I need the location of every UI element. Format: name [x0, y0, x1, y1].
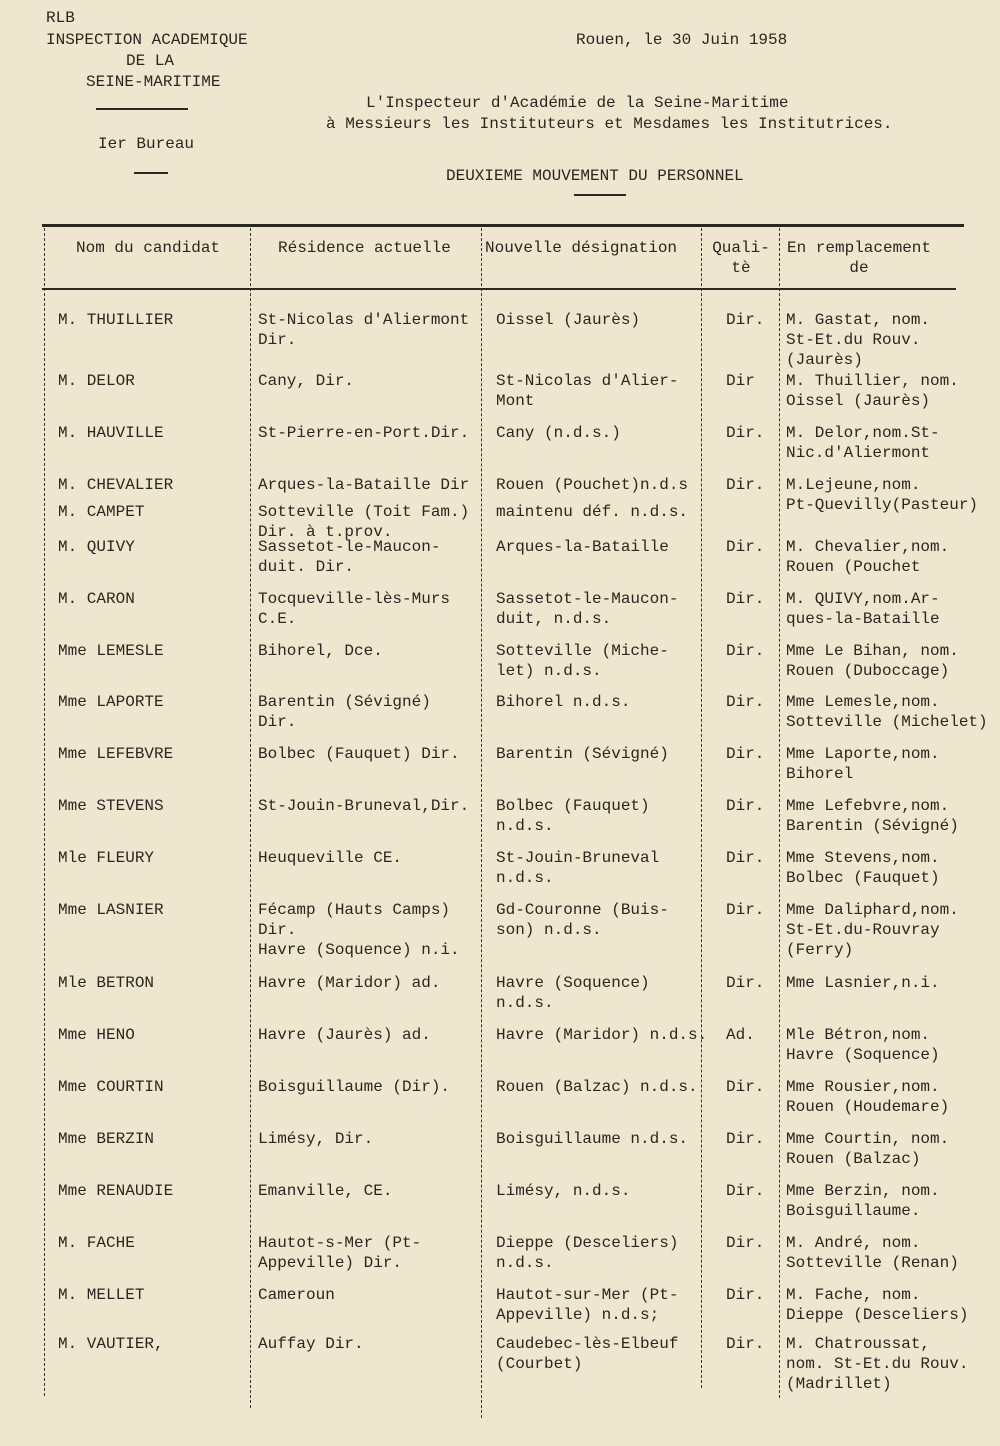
cell-designation: Havre (Soquence) n.d.s.: [496, 974, 650, 1012]
cell-residence: Limésy, Dir.: [258, 1130, 374, 1148]
cell-quality: Dir.: [726, 538, 765, 556]
cell-designation: Dieppe (Desceliers) n.d.s.: [496, 1234, 679, 1272]
column-divider-4: [779, 228, 781, 1398]
cell-replacement: M. Delor,nom.St- Nic.d'Aliermont: [786, 424, 940, 462]
cell-designation: St-Nicolas d'Alier- Mont: [496, 372, 679, 410]
cell-residence: St-Jouin-Bruneval,Dir.: [258, 797, 470, 815]
cell-designation: Bihorel n.d.s.: [496, 693, 631, 711]
cell-name: Mle FLEURY: [58, 849, 155, 867]
cell-quality: Dir.: [726, 590, 765, 608]
document-title: DEUXIEME MOUVEMENT DU PERSONNEL: [446, 167, 744, 185]
cell-quality: Dir: [726, 372, 755, 390]
cell-name: Mme COURTIN: [58, 1078, 164, 1096]
cell-residence: Arques-la-Bataille Dir: [258, 476, 470, 494]
from-line: L'Inspecteur d'Académie de la Seine-Maritime: [366, 94, 789, 112]
header-replacement: En remplacement de: [786, 239, 932, 277]
table-header-rule: [42, 288, 956, 290]
cell-designation: Bolbec (Fauquet) n.d.s.: [496, 797, 650, 835]
cell-quality: Ad.: [726, 1026, 755, 1044]
cell-name: Mme LEMESLE: [58, 642, 164, 660]
cell-name: Mme HENO: [58, 1026, 135, 1044]
header-candidate: Nom du candidat: [76, 239, 221, 257]
cell-residence: Boisguillaume (Dir).: [258, 1078, 451, 1096]
cell-replacement: Mme Courtin, nom. Rouen (Balzac): [786, 1130, 950, 1168]
column-divider-2: [481, 228, 483, 1418]
cell-residence: Cameroun: [258, 1286, 335, 1304]
cell-replacement: M. Chatroussat, nom. St-Et.du Rouv. (Madrillet): [786, 1335, 969, 1393]
cell-designation: Boisguillaume n.d.s.: [496, 1130, 689, 1148]
cell-name: M. HAUVILLE: [58, 424, 164, 442]
cell-name: M. MELLET: [58, 1286, 145, 1304]
cell-residence: Bihorel, Dce.: [258, 642, 383, 660]
cell-designation: Sassetot-le-Maucon- duit, n.d.s.: [496, 590, 679, 628]
cell-name: Mme LASNIER: [58, 901, 164, 919]
cell-residence: Havre (Jaurès) ad.: [258, 1026, 431, 1044]
cell-quality: Dir.: [726, 1182, 765, 1200]
cell-quality: Dir.: [726, 745, 765, 763]
place-date: Rouen, le 30 Juin 1958: [576, 31, 788, 49]
cell-name: M. VAUTIER,: [58, 1335, 164, 1353]
cell-residence: Fécamp (Hauts Camps) Dir. Havre (Soquence) n.i.: [258, 901, 460, 959]
cell-quality: Dir.: [726, 642, 765, 660]
table-top-rule: [42, 224, 964, 227]
cell-designation: Cany (n.d.s.): [496, 424, 621, 442]
cell-quality: Dir.: [726, 693, 765, 711]
cell-replacement: Mme Lefebvre,nom. Barentin (Sévigné): [786, 797, 959, 835]
cell-designation: Rouen (Balzac) n.d.s.: [496, 1078, 698, 1096]
cell-quality: Dir.: [726, 1234, 765, 1252]
header-quality: Quali- tè: [712, 239, 770, 277]
cell-replacement: M. André, nom. Sotteville (Renan): [786, 1234, 959, 1272]
cell-replacement: M. Thuillier, nom. Oissel (Jaurès): [786, 372, 959, 410]
cell-residence: St-Pierre-en-Port.Dir.: [258, 424, 470, 442]
office-line-2: DE LA: [126, 52, 175, 70]
cell-name: M. QUIVY: [58, 538, 135, 556]
cell-replacement: M.Lejeune,nom. Pt-Quevilly(Pasteur): [786, 476, 979, 514]
cell-name: Mme LEFEBVRE: [58, 745, 174, 763]
cell-designation: Oissel (Jaurès): [496, 311, 641, 329]
cell-name: M. DELOR: [58, 372, 135, 390]
cell-name: M. THUILLIER: [58, 311, 174, 329]
cell-quality: Dir.: [726, 311, 765, 329]
cell-residence: Emanville, CE.: [258, 1182, 393, 1200]
cell-replacement: M. Fache, nom. Dieppe (Desceliers): [786, 1286, 969, 1324]
cell-designation: Arques-la-Bataille: [496, 538, 669, 556]
bureau-divider: [134, 172, 168, 174]
cell-replacement: Mme Rousier,nom. Rouen (Houdemare): [786, 1078, 950, 1116]
cell-designation: maintenu déf. n.d.s.: [496, 503, 689, 521]
cell-name: Mme LAPORTE: [58, 693, 164, 711]
cell-residence: Hautot-s-Mer (Pt- Appeville) Dir.: [258, 1234, 422, 1272]
office-line-1: INSPECTION ACADEMIQUE: [46, 31, 248, 49]
cell-quality: Dir.: [726, 849, 765, 867]
office-line-3: SEINE-MARITIME: [86, 73, 221, 91]
cell-quality: Dir.: [726, 476, 765, 494]
cell-residence: Bolbec (Fauquet) Dir.: [258, 745, 460, 763]
cell-quality: Dir.: [726, 974, 765, 992]
header-residence: Résidence actuelle: [278, 239, 451, 257]
cell-designation: Sotteville (Miche- let) n.d.s.: [496, 642, 669, 680]
cell-quality: Dir.: [726, 1335, 765, 1353]
cell-designation: Limésy, n.d.s.: [496, 1182, 631, 1200]
cell-replacement: Mme Berzin, nom. Boisguillaume.: [786, 1182, 940, 1220]
office-divider: [96, 108, 188, 110]
cell-name: Mme STEVENS: [58, 797, 164, 815]
cell-replacement: M. Chevalier,nom. Rouen (Pouchet: [786, 538, 950, 576]
column-divider-3: [701, 228, 703, 1388]
bureau-label: Ier Bureau: [98, 135, 195, 153]
cell-designation: Rouen (Pouchet)n.d.s: [496, 476, 689, 494]
cell-replacement: M. Gastat, nom. St-Et.du Rouv. (Jaurès): [786, 311, 931, 369]
cell-replacement: Mle Bétron,nom. Havre (Soquence): [786, 1026, 940, 1064]
header-designation: Nouvelle désignation: [485, 239, 678, 257]
cell-name: Mme BERZIN: [58, 1130, 155, 1148]
cell-name: Mme RENAUDIE: [58, 1182, 174, 1200]
cell-designation: Havre (Maridor) n.d.s.: [496, 1026, 708, 1044]
cell-designation: St-Jouin-Bruneval n.d.s.: [496, 849, 660, 887]
to-line: à Messieurs les Instituteurs et Mesdames les Institutrices.: [326, 115, 893, 133]
cell-residence: Auffay Dir.: [258, 1335, 364, 1353]
cell-name: M. FACHE: [58, 1234, 135, 1252]
cell-designation: Gd-Couronne (Buis- son) n.d.s.: [496, 901, 669, 939]
cell-residence: Cany, Dir.: [258, 372, 355, 390]
cell-quality: Dir.: [726, 797, 765, 815]
cell-quality: Dir.: [726, 1286, 765, 1304]
cell-name: Mle BETRON: [58, 974, 155, 992]
cell-name: M. CARON: [58, 590, 135, 608]
cell-replacement: Mme Le Bihan, nom. Rouen (Duboccage): [786, 642, 959, 680]
column-divider-left: [44, 228, 46, 1396]
cell-replacement: M. QUIVY,nom.Ar- ques-la-Bataille: [786, 590, 940, 628]
cell-residence: Barentin (Sévigné) Dir.: [258, 693, 431, 731]
title-underline: [574, 194, 626, 196]
cell-residence: Sotteville (Toit Fam.) Dir. à t.prov.: [258, 503, 470, 541]
cell-designation: Barentin (Sévigné): [496, 745, 669, 763]
column-divider-1: [250, 228, 252, 1408]
cell-designation: Hautot-sur-Mer (Pt- Appeville) n.d.s;: [496, 1286, 679, 1324]
cell-residence: Heuqueville CE.: [258, 849, 403, 867]
cell-residence: Havre (Maridor) ad.: [258, 974, 441, 992]
cell-quality: Dir.: [726, 424, 765, 442]
cell-quality: Dir.: [726, 1130, 765, 1148]
cell-residence: Tocqueville-lès-Murs C.E.: [258, 590, 451, 628]
cell-replacement: Mme Laporte,nom. Bihorel: [786, 745, 940, 783]
cell-quality: Dir.: [726, 1078, 765, 1096]
cell-replacement: Mme Lasnier,n.i.: [786, 974, 940, 992]
cell-name: M. CHEVALIER: [58, 476, 174, 494]
cell-residence: Sassetot-le-Maucon- duit. Dir.: [258, 538, 441, 576]
cell-residence: St-Nicolas d'Aliermont Dir.: [258, 311, 470, 349]
cell-replacement: Mme Lemesle,nom. Sotteville (Michelet): [786, 693, 988, 731]
cell-replacement: Mme Stevens,nom. Bolbec (Fauquet): [786, 849, 940, 887]
cell-designation: Caudebec-lès-Elbeuf (Courbet): [496, 1335, 679, 1373]
document-code: RLB: [46, 9, 75, 27]
cell-name: M. CAMPET: [58, 503, 145, 521]
cell-quality: Dir.: [726, 901, 765, 919]
cell-replacement: Mme Daliphard,nom. St-Et.du-Rouvray (Ferry): [786, 901, 959, 959]
